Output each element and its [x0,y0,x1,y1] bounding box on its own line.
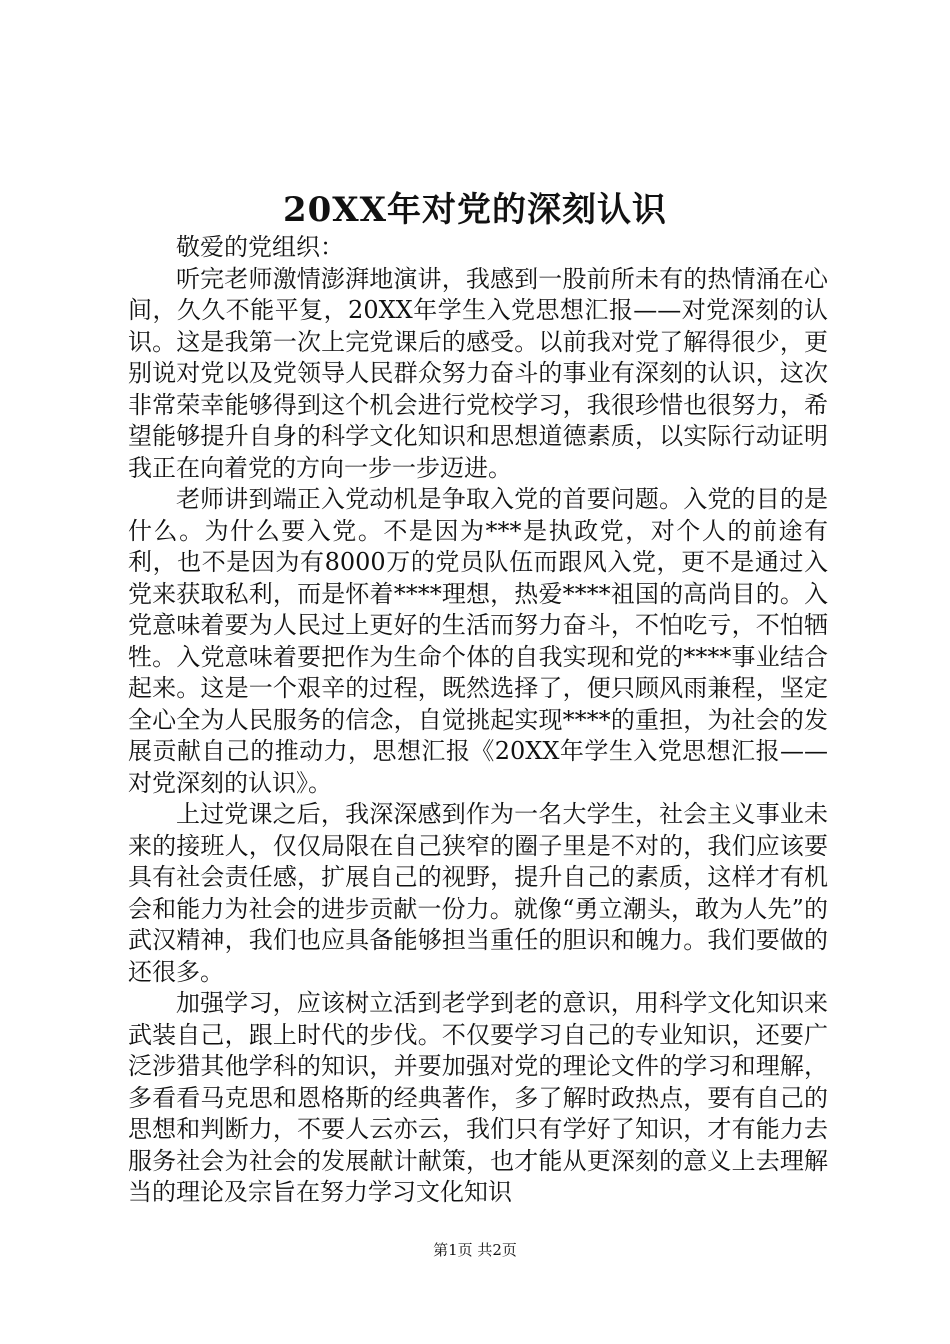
paragraph: 加强学习，应该树立活到老学到老的意识，用科学文化知识来武装自己，跟上时代的步伐。不仅要学习自己的专业知识，还要广泛涉猎其他学科的知识，并要加强对党的理论文件的学习和理解，多看看马克思和恩格斯的经典著作，多了解时政热点，要有自己的思想和判断力，不要人云亦云，我们只有学好了知识，才有能力去服务社会为社会的发展献计献策，也才能从更深刻的意义上去理解当的理论及宗旨在努力学习文化知识 [128,989,828,1206]
paragraph: 听完老师激情澎湃地演讲，我感到一股前所未有的热情涌在心间，久久不能平复，20XX年学生入党思想汇报——对党深刻的认识。这是我第一次上完党课后的感受。以前我对党了解得很少，更别说对党以及党领导人民群众努力奋斗的事业有深刻的认识，这次非常荣幸能够得到这个机会进行党校学习，我很珍惜也很努力，希望能够提升自身的科学文化知识和思想道德素质，以实际行动证明我正在向着党的方向一步一步迈进。 [128,264,828,482]
salutation: 敬爱的党组织： [176,233,344,261]
page-number-footer: 第1页 共2页 [433,1241,517,1259]
page-title: 20XX年对党的深刻认识 [282,190,668,230]
document-body [128,232,828,1209]
paragraph: 上过党课之后，我深深感到作为一名大学生，社会主义事业未来的接班人，仅仅局限在自己狭窄的圈子里是不对的，我们应该要具有社会责任感，扩展自己的视野，提升自己的素质，这样才有机会和能力为社会的进步贡献一份力。就像“勇立潮头，敢为人先”的武汉精神，我们也应具备能够担当重任的胆识和魄力。我们要做的还很多。 [128,800,828,986]
paragraph: 老师讲到端正入党动机是争取入党的首要问题。入党的目的是什么。为什么要入党。不是因为***是执政党，对个人的前途有利，也不是因为有8000万的党员队伍而跟风入党，更不是通过入党来获取私利，而是怀着****理想，热爱****祖国的高尚目的。入党意味着要为人民过上更好的生活而努力奋斗，不怕吃亏，不怕牺牲。入党意味着要把作为生命个体的自我实现和党的****事业结合起来。这是一个艰辛的过程，既然选择了，便只顾风雨兼程，坚定全心全为人民服务的信念，自觉挑起实现****的重担，为社会的发展贡献自己的推动力，思想汇报《20XX年学生入党思想汇报——对党深刻的认识》。 [128,485,828,797]
